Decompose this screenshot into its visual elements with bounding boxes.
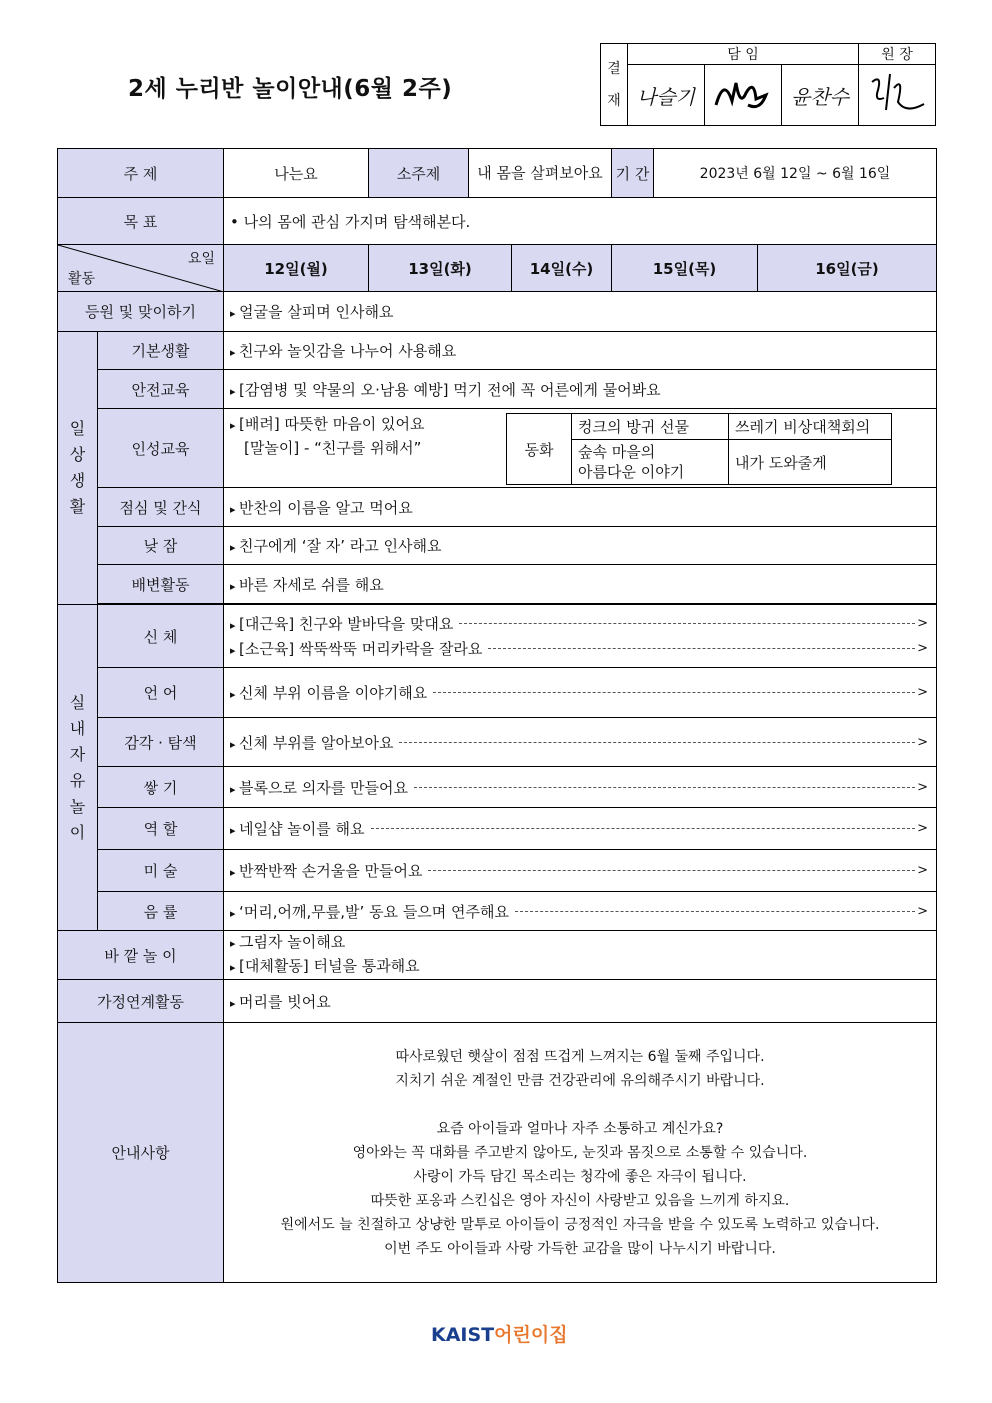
kaist-daycare-logo: KAIST어린이집 [431,1324,568,1346]
character-line-2: [말놀이] - “친구를 위해서” [244,439,422,457]
director-label: 원 장 [859,44,936,65]
theme-value: 나는요 [224,149,369,198]
signature-director [859,65,936,126]
physical-label: 신 체 [98,605,224,668]
lunch-value: ▸ 반찬의 이름을 알고 먹어요 [224,488,937,527]
physical-cell: ▸ [대근육] 친구와 발바닥을 맞대요 > ▸ [소근육] 싹뚝싹뚝 머리카락을 잘라요 > [224,605,937,668]
period-value: 2023년 6월 12일 ~ 6월 16일 [654,149,937,198]
basic-life-value: ▸ 친구와 놀잇감을 나누어 사용해요 [224,332,937,370]
story-item-3: 숲속 마을의 아름다운 이야기 [572,440,729,485]
goal-value: • 나의 몸에 관심 가지며 탐색해본다. [224,198,937,245]
approval-side-label: 결 재 [601,44,628,126]
notice-line: 따뜻한 포옹과 스킨십은 영아 자신이 사랑받고 있음을 느끼게 하지요. [370,1192,790,1209]
character-cell [224,409,937,488]
day-fri: 16일(금) [758,245,937,292]
role-play-value: ▸ 네일샵 놀이를 해요 [230,818,365,839]
music-value: ▸ ‘머리,어깨,무릎,발’ 동요 들으며 연주해요 [230,901,509,922]
notice-label: 안내사항 [58,1023,224,1283]
arrival-label: 등원 및 맞이하기 [58,292,224,332]
art-value: ▸ 반짝반짝 손거울을 만들어요 [230,860,422,881]
nap-label: 낮 잠 [98,527,224,565]
daily-life-group-text: 일 상 생 활 [69,419,86,516]
period-label: 기 간 [612,149,654,198]
notice-line: 영아와는 꼭 대화를 주고받지 않아도, 눈짓과 몸짓으로 소통할 수 있습니다. [352,1144,808,1161]
notice-line: 지치기 쉬운 계절인 만큼 건강관리에 유의해주시기 바랍니다. [395,1072,765,1089]
language-value: ▸ 신체 부위 이름을 이야기해요 [230,682,427,703]
day-wed: 14일(수) [512,245,612,292]
story-item-2: 쓰레기 비상대책회의 [729,414,892,440]
role-play-label: 역 할 [98,808,224,850]
story-item-1: 컹크의 방귀 선물 [572,414,729,440]
signature-teacher-3: 윤찬수 [782,65,859,126]
basic-life-label: 기본생활 [98,332,224,370]
blocks-value: ▸ 블록으로 의자를 만들어요 [230,777,408,798]
notice-line [224,1093,936,1117]
outdoor-label: 바 깥 놀 이 [58,931,224,980]
physical-line-1: ▸ [대근육] 친구와 발바닥을 맞대요 [230,613,453,634]
homeroom-label: 담 임 [628,44,859,65]
day-mon: 12일(월) [224,245,369,292]
indoor-play-group-label [58,605,98,931]
story-table [506,413,892,485]
physical-line-2: ▸ [소근육] 싹뚝싹뚝 머리카락을 잘라요 [230,638,482,659]
sensory-label: 감각 · 탐색 [98,718,224,767]
daily-life-group-label [58,332,98,605]
story-item-4: 내가 도와줄게 [729,440,892,485]
day-thu: 15일(목) [612,245,758,292]
character-line-1: ▸ [배려] 따뜻한 마음이 있어요 [230,413,424,437]
notice-line: 따사로웠던 햇살이 점점 뜨겁게 느껴지는 6월 둘째 주입니다. [395,1048,765,1065]
theme-label: 주 제 [58,149,224,198]
art-label: 미 술 [98,850,224,892]
day-tue: 13일(화) [369,245,512,292]
notice-line: 요즘 아이들과 얼마나 자주 소통하고 계신가요? [436,1120,724,1137]
page-title: 2세 누리반 놀이안내(6월 2주) [128,76,453,102]
home-link-value: ▸ 머리를 빗어요 [224,980,937,1023]
notice-line: 사랑이 가득 담긴 목소리는 청각에 좋은 자극이 됩니다. [413,1168,747,1185]
arrival-value: ▸ 얼굴을 살피며 인사해요 [224,292,937,332]
lunch-label: 점심 및 간식 [98,488,224,527]
toilet-label: 배변활동 [98,565,224,604]
music-label: 음 률 [98,892,224,931]
outdoor-cell [224,931,937,980]
day-activity-corner: 요일 활동 [58,245,224,292]
weekly-plan-table: 주 제 나는요 소주제 내 몸을 살펴보아요 기 간 2023년 6월 12일 ~ 6월 16일 목 표 • 나의 몸에 관심 가지며 탐색해본다. 요일 활동 12일(월) 13일(화) 14일(수) 15일(목) 16일(금) 등원 및 맞이하기 ▸ 얼굴을 살피며 인사해요 일 상 생 활 기본생활 ▸ 친구와 놀잇감을 나누어 사용해요 안전교육 ▸ [감염병 및 약물의 오·남용 예방] 먹기 전에 꼭 어른에게 물어봐요 인성교육 ▸ [배려] 따뜻한 마음이 있어요 [말놀이] - “친구를 위해서” 동화 컹크의 방귀 선물 쓰레기 비상대책회의 숲속 마을의 아름다운 이야기 내가 도와줄게 점심 및 간식 ▸ 반찬의 이름을 알고 먹어요 낮 잠 ▸ 친구에게 ‘잘 자’ 라고 인사해요 배변활동 ▸ 바른 자세로 쉬를 해요 실 내 자 유 놀 이 신 체 ▸ [대근육] 친구와 발바닥을 맞대요 > ▸ [소근육] 싹뚝싹뚝 머리카락을 잘라요 > 언 어 ▸ 신체 부위 이름을 이야기해요 > 감각 · 탐색 ▸ 신체 부위를 알아보아요 > 쌓 기 ▸ 블록으로 의자를 만들어요 > 역 할 ▸ 네일샵 놀이를 해요 > 미 술 ▸ 반짝반짝 손거울을 만들어요 > 음 률 ▸ ‘머리,어깨,무릎,발’ 동요 들으며 연주해요 > 바 깥 놀 이 ▸ 그림자 놀이해요 ▸ [대체활동] 터널을 통과해요 가정연계활동 ▸ 머리를 빗어요 안내사항 따사로웠던 햇살이 점점 뜨겁게 느껴지는 6월 둘째 주입니다. 지치기 쉬운 계절인 만큼 건강관리에 유의해주시기 바랍니다. 요즘 아이들과 얼마나 자주 소통하고 계신가요? 영아와는 꼭 대화를 주고받지 않아도, 눈짓과 몸짓으로 소통할 수 있습니다. 사랑이 가득 담긴 목소리는 청각에 좋은 자극이 됩니다. 따뜻한 포옹과 스킨십은 영아 자신이 사랑받고 있음을 느끼게 하지요. 원에서도 늘 친절하고 상냥한 말투로 아이들이 긍정적인 자극을 받을 수 있도록 노력하고 있습니다. 이번 주도 아이들과 사랑 가득한 교감을 많이 나누시기 바랍니다. [57,148,937,1283]
signature-teacher-2 [705,65,782,126]
language-label: 언 어 [98,668,224,718]
indoor-play-group-text: 실 내 자 유 놀 이 [69,692,86,842]
subtheme-label: 소주제 [369,149,469,198]
safety-value: ▸ [감염병 및 약물의 오·남용 예방] 먹기 전에 꼭 어른에게 물어봐요 [224,370,937,409]
goal-label: 목 표 [58,198,224,245]
toilet-value: ▸ 바른 자세로 쉬를 해요 [224,565,937,604]
safety-label: 안전교육 [98,370,224,409]
nap-value: ▸ 친구에게 ‘잘 자’ 라고 인사해요 [224,527,937,565]
story-label: 동화 [507,414,572,485]
approval-box [600,43,936,126]
outdoor-line-2: ▸ [대체활동] 터널을 통과해요 [230,955,936,979]
character-label: 인성교육 [98,409,224,488]
home-link-label: 가정연계활동 [58,980,224,1023]
blocks-label: 쌓 기 [98,767,224,808]
signature-teacher-1: 나슬기 [628,65,705,126]
subtheme-value: 내 몸을 살펴보아요 [469,149,612,198]
notice-line: 이번 주도 아이들과 사랑 가득한 교감을 많이 나누시기 바랍니다. [384,1240,776,1257]
outdoor-line-1: ▸ 그림자 놀이해요 [230,931,936,955]
notice-body [224,1023,937,1283]
notice-line: 원에서도 늘 친절하고 상냥한 말투로 아이들이 긍정적인 자극을 받을 수 있도록 노력하고 있습니다. [280,1216,880,1233]
sensory-value: ▸ 신체 부위를 알아보아요 [230,732,393,753]
